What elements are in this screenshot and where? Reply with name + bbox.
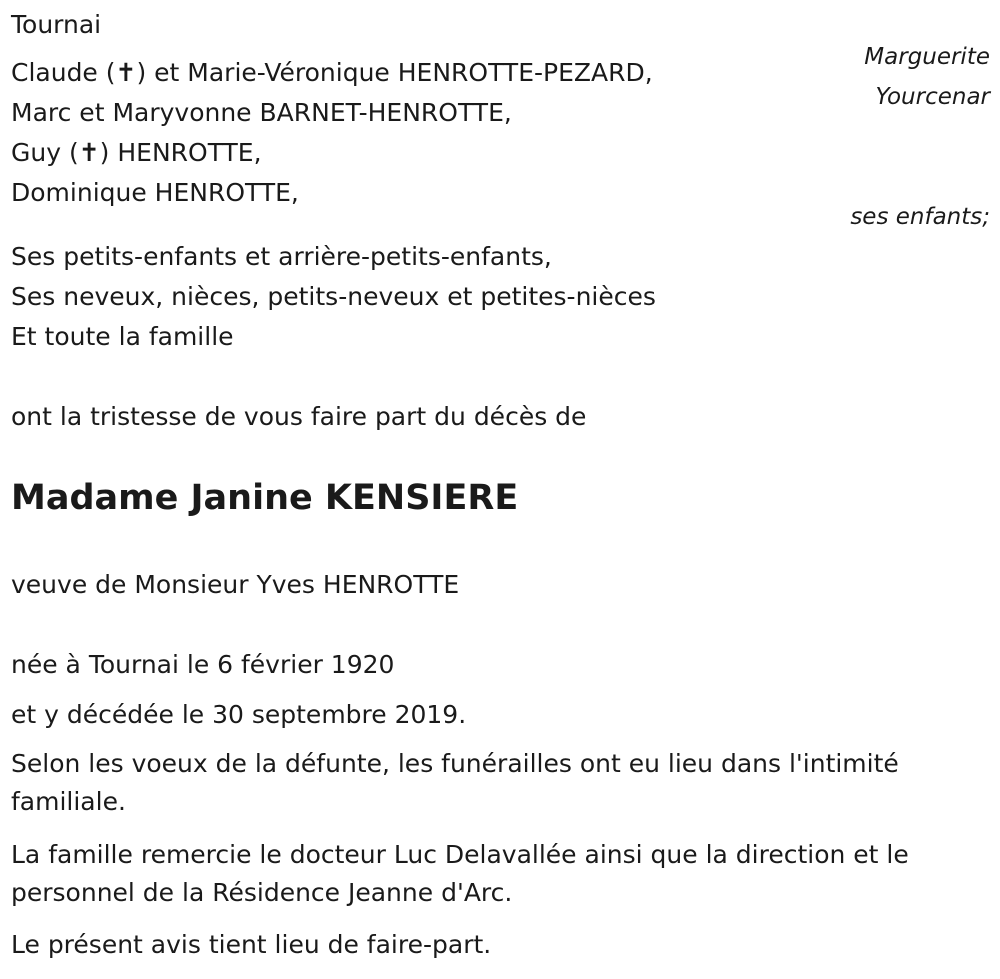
extended-family-line-2: Ses neveux, nièces, petits-neveux et petites-nièces — [11, 282, 656, 311]
quote-author-last: Yourcenar — [875, 84, 990, 110]
extended-family-line-3: Et toute la famille — [11, 322, 234, 351]
funeral-note: Selon les voeux de la défunte, les funérailles ont eu lieu dans l'intimité familiale. — [11, 749, 899, 816]
family-line-1: Claude (✝) et Marie-Véronique HENROTTE-PEZARD, — [11, 58, 653, 87]
relation-label: ses enfants; — [850, 204, 990, 230]
extended-family-line-1: Ses petits-enfants et arrière-petits-enfants, — [11, 242, 552, 271]
birth-text: née à Tournai le 6 février 1920 — [11, 650, 395, 679]
quote-author-first: Marguerite — [864, 44, 990, 70]
death-text: et y décédée le 30 septembre 2019. — [11, 700, 467, 729]
deceased-name: Madame Janine KENSIERE — [11, 478, 519, 518]
family-line-3: Guy (✝) HENROTTE, — [11, 138, 262, 167]
widow-of-text: veuve de Monsieur Yves HENROTTE — [11, 570, 460, 599]
place-name: Tournai — [11, 10, 102, 39]
thanks-text: La famille remercie le docteur Luc Delavallée ainsi que la direction et le personnel de la Résidence Jeanne d'Arc. — [11, 840, 909, 907]
announcement-text: ont la tristesse de vous faire part du décès de — [11, 402, 587, 431]
closing-text: Le présent avis tient lieu de faire-part. — [11, 930, 492, 959]
family-line-2: Marc et Maryvonne BARNET-HENROTTE, — [11, 98, 512, 127]
family-line-4: Dominique HENROTTE, — [11, 178, 299, 207]
